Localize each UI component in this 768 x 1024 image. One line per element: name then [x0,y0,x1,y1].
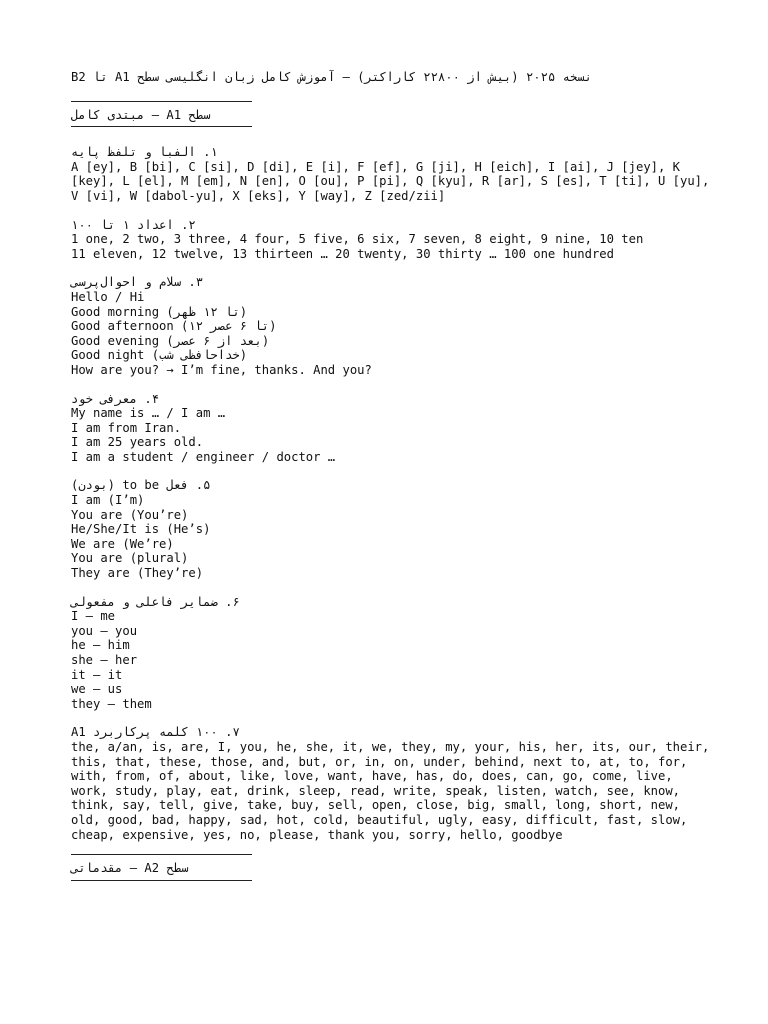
section-line: I – me [71,609,116,624]
level-a2-heading: سطح A2 – مقدماتی [71,861,189,876]
section-line: 11 eleven, 12 twelve, 13 thirteen … 20 twenty, 30 thirty … 100 one hundred [71,246,614,261]
section-heading: ۲. اعداد ۱ تا ۱۰۰ [71,217,196,232]
section-greetings [71,275,711,377]
section-common-words [71,725,717,842]
section-line: I am a student / engineer / doctor … [71,449,336,464]
section-introduce-yourself [71,392,711,465]
section-line: he – him [71,638,130,653]
document-page [71,70,717,881]
level-a1-heading: سطح A1 – مبتدی کامل [71,107,211,122]
section-line: They are (They’re) [71,566,204,581]
section-line: A [ey], B [bi], C [si], D [di], E [i], F [ef], G [ji], H [eich], I [ai], J [jey], K [key], L [el], M [em], N [en], O [ou], P [pi], Q [kyu], R [ar], S [es], T [ti], U [yu], V [vi], W [dabol-yu], X [eks], Y [way], Z [zed/zii] [71,159,717,203]
section-line: we – us [71,682,123,697]
section-line: it – it [71,667,123,682]
section-line: I am (I’m) [71,493,145,508]
section-heading: ۱. الفبا و تلفظ پایه [71,145,218,160]
section-line: You are (plural) [71,551,189,566]
section-line: Good evening (بعد از ۶ عصر) [71,333,270,348]
section-line: they – them [71,696,152,711]
divider [71,880,252,881]
section-numbers [71,218,711,262]
section-heading: ۴. معرفی خود [71,391,160,406]
section-heading: ۳. سلام و احوال‌پرسی [71,275,204,290]
section-line: We are (We’re) [71,536,174,551]
section-heading: ۵. فعل to be (بودن) [71,478,211,493]
section-to-be [71,478,711,580]
section-line: 1 one, 2 two, 3 three, 4 four, 5 five, 6 six, 7 seven, 8 eight, 9 nine, 10 ten [71,232,644,247]
section-line: You are (You’re) [71,507,189,522]
section-line: she – her [71,653,138,667]
section-line: Hello / Hi [71,289,145,304]
section-line: I am 25 years old. [71,435,204,450]
section-line: you – you [71,623,138,638]
section-line: Good morning (تا ۱۲ ظهر) [71,304,248,319]
section-line: Good afternoon (۱۲ تا ۶ عصر) [71,319,277,334]
section-alphabet [71,145,717,203]
section-heading: ۶. ضمایر فاعلی و مفعولی [71,594,240,609]
spacer [71,842,711,854]
section-line: My name is … / I am … [71,406,226,421]
section-line: How are you? → I’m fine, thanks. And you? [71,362,372,377]
section-pronouns [71,595,711,712]
section-line: Good night (خداحافظی شب) [71,348,248,363]
document-title: نسخه ۲۰۲۵ (بیش از ۲۲۸۰۰ کاراکتر) – آموزش کامل زبان انگلیسی سطح A1 تا B2 [71,70,593,84]
section-line: He/She/It is (He’s) [71,522,211,537]
divider [71,126,252,127]
section-line: I am from Iran. [71,420,182,435]
section-line: the, a/an, is, are, I, you, he, she, it, we, they, my, your, his, her, its, our, their, this, that, these, those, and, but, or, in, on, under, behind, next to, at, to, for, with, from, of, about, like, love, want, have, has, do, does, can, go, come, live, work, study, play, eat, drink, sleep, read, write, speak, listen, watch, see, know, think, say, tell, give, take, buy, sell, open, close, big, small, long, short, new, old, good, bad, happy, sad, hot, cold, beautiful, ugly, easy, difficult, fast, slow, cheap, expensive, yes, no, please, thank you, sorry, hello, goodbye [71,739,717,842]
section-heading: ۷. ۱۰۰ کلمه پرکاربرد A1 [71,725,240,740]
